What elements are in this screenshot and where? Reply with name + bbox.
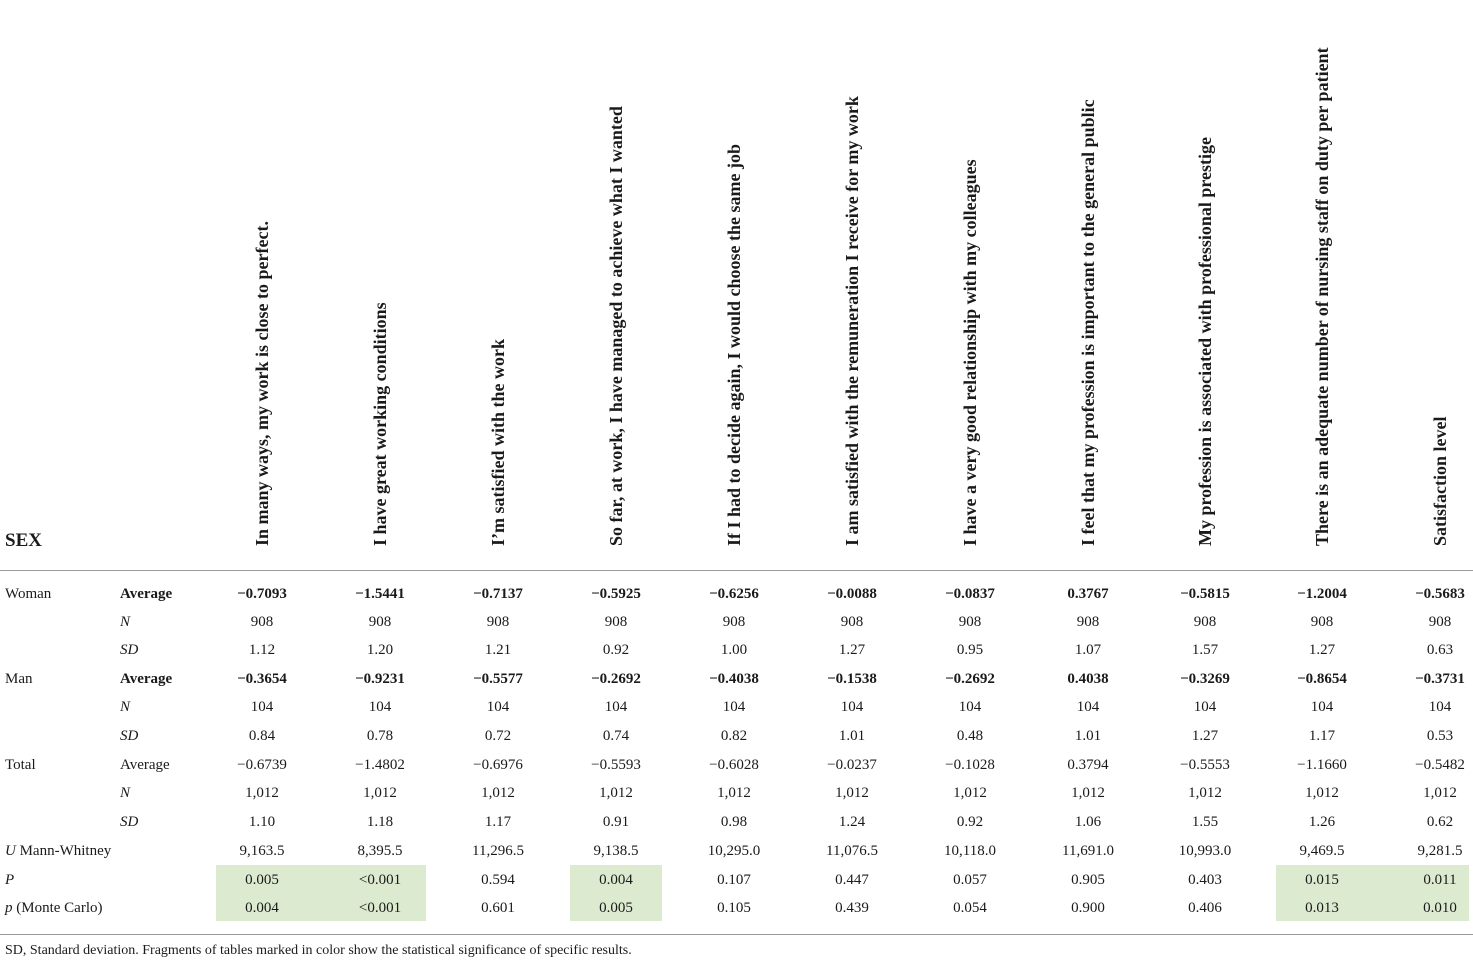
table-cell: 1.21 — [484, 642, 512, 658]
table-cell: −0.0088 — [827, 586, 877, 602]
column-header: In many ways, my work is close to perfect. — [252, 221, 272, 546]
table-cell: 1.57 — [1191, 642, 1219, 658]
table-cell: 0.53 — [1426, 728, 1454, 744]
table-cell: 1,012 — [1305, 785, 1339, 801]
column-header: My profession is associated with professional prestige — [1195, 136, 1215, 546]
row-label-text: Mann-Whitney — [15, 843, 112, 859]
table-cell: 1,012 — [835, 785, 869, 801]
table-cell: 0.98 — [720, 814, 748, 830]
table-cell: <0.001 — [358, 872, 402, 888]
table-cell: 0.004 — [245, 900, 279, 916]
table-cell: 908 — [1076, 614, 1100, 630]
table-cell: 1.10 — [248, 814, 276, 830]
table-cell: 104 — [250, 699, 274, 715]
table-cell: −0.6976 — [473, 757, 523, 773]
table-cell: 0.91 — [602, 814, 630, 830]
table-cell: 1.01 — [1074, 728, 1102, 744]
table-cell: 1,012 — [1188, 785, 1222, 801]
table-cell: 0.82 — [720, 728, 748, 744]
table-cell: 104 — [958, 699, 982, 715]
table-footnote: SD, Standard deviation. Fragments of tables marked in color show the statistical significance of specific results. — [5, 943, 632, 958]
table-cell: 1.17 — [1308, 728, 1336, 744]
row-label-prefix: P — [5, 872, 15, 888]
row-label-text: (Monte Carlo) — [12, 900, 103, 916]
table-cell: −0.2692 — [591, 671, 641, 687]
table-cell: 1.24 — [838, 814, 866, 830]
column-header: Satisfaction level — [1430, 416, 1450, 546]
stat-label: N — [120, 699, 131, 715]
table-cell: 0.63 — [1426, 642, 1454, 658]
row-label — [5, 871, 14, 889]
table-cell: 8,395.5 — [357, 843, 403, 859]
group-label: Woman — [5, 586, 52, 602]
table-cell: 0.015 — [1305, 872, 1339, 888]
table-cell: 0.010 — [1423, 900, 1457, 916]
table-cell: 0.3767 — [1067, 586, 1109, 602]
table-cell: 1.00 — [720, 642, 748, 658]
table-cell: −0.7137 — [473, 586, 523, 602]
table-cell: 1,012 — [363, 785, 397, 801]
table-cell: 0.004 — [599, 872, 633, 888]
table-cell: 10,295.0 — [707, 843, 761, 859]
table-cell: 0.48 — [956, 728, 984, 744]
corner-label: SEX — [5, 530, 42, 551]
table-cell: 0.4038 — [1067, 671, 1109, 687]
table-cell: 908 — [1310, 614, 1334, 630]
table-cell: 9,163.5 — [239, 843, 285, 859]
table-cell: −0.1538 — [827, 671, 877, 687]
stat-label: Average — [120, 586, 173, 602]
table-cell: 10,993.0 — [1178, 843, 1232, 859]
table-cell: 1,012 — [953, 785, 987, 801]
table-cell: 0.62 — [1426, 814, 1454, 830]
table-cell: 1,012 — [1071, 785, 1105, 801]
table-cell: 0.005 — [245, 872, 279, 888]
table-cell: −0.3269 — [1180, 671, 1230, 687]
table-cell: <0.001 — [358, 900, 402, 916]
table-cell: 908 — [958, 614, 982, 630]
column-header: I’m satisfied with the work — [488, 339, 508, 546]
table-cell: 1.18 — [366, 814, 394, 830]
table-cell: 104 — [840, 699, 864, 715]
table-cell: −0.5553 — [1180, 757, 1230, 773]
table-cell: 908 — [250, 614, 274, 630]
group-label: Man — [5, 671, 33, 687]
table-cell: 0.057 — [953, 872, 987, 888]
table-cell: 0.74 — [602, 728, 630, 744]
table-cell: 104 — [486, 699, 510, 715]
table-cell: 104 — [1076, 699, 1100, 715]
table-cell: 1,012 — [481, 785, 515, 801]
column-header: I am satisfied with the remuneration I receive for my work — [842, 96, 862, 546]
table-cell: −0.3731 — [1415, 671, 1465, 687]
table-cell: 104 — [1193, 699, 1217, 715]
table-cell: 0.011 — [1423, 872, 1457, 888]
table-cell: 104 — [1428, 699, 1452, 715]
table-cell: 0.900 — [1071, 900, 1105, 916]
column-header: I feel that my profession is important to the general public — [1078, 99, 1098, 546]
table-cell: 1.27 — [1308, 642, 1336, 658]
column-header: So far, at work, I have managed to achieve what I wanted — [606, 106, 626, 546]
table-cell: −0.7093 — [237, 586, 287, 602]
stat-label: Average — [120, 757, 170, 773]
table-cell: −0.5683 — [1415, 586, 1465, 602]
table-cell: 1.12 — [248, 642, 276, 658]
table-cell: 9,281.5 — [1417, 843, 1463, 859]
table-cell: 0.439 — [835, 900, 869, 916]
table-cell: −0.5577 — [473, 671, 523, 687]
table-cell: 0.054 — [953, 900, 987, 916]
table-cell: −0.5925 — [591, 586, 641, 602]
stat-label: N — [120, 785, 131, 801]
table-cell: 104 — [368, 699, 392, 715]
table-cell: −0.6256 — [709, 586, 759, 602]
table-cell: 908 — [722, 614, 746, 630]
table-cell: 0.92 — [602, 642, 630, 658]
table-cell: 0.406 — [1188, 900, 1222, 916]
table-cell: 1,012 — [599, 785, 633, 801]
table-cell: 0.447 — [835, 872, 869, 888]
table-cell: 9,469.5 — [1299, 843, 1345, 859]
table-cell: 0.92 — [956, 814, 984, 830]
table-cell: 1.07 — [1074, 642, 1102, 658]
table-cell: 908 — [368, 614, 392, 630]
table-cell: 0.601 — [481, 900, 515, 916]
table-cell: 1.27 — [838, 642, 866, 658]
table-cell: −1.1660 — [1297, 757, 1347, 773]
column-header: I have a very good relationship with my colleagues — [960, 159, 980, 546]
table-cell: 104 — [1310, 699, 1334, 715]
table-cell: 0.905 — [1071, 872, 1105, 888]
table-cell: 0.403 — [1188, 872, 1222, 888]
row-label-prefix: p — [5, 900, 13, 916]
table-cell: 0.005 — [599, 900, 633, 916]
stat-label: Average — [120, 671, 173, 687]
stat-label: SD — [120, 642, 139, 658]
table-cell: 1.26 — [1308, 814, 1336, 830]
table-cell: 1,012 — [245, 785, 279, 801]
table-cell: 1.06 — [1074, 814, 1102, 830]
table-cell: −0.2692 — [945, 671, 995, 687]
table-cell: 908 — [1193, 614, 1217, 630]
table-cell: −0.5482 — [1415, 757, 1465, 773]
table-cell: 9,138.5 — [593, 843, 639, 859]
table-cell: 0.78 — [366, 728, 394, 744]
column-header: There is an adequate number of nursing staff on duty per patient — [1312, 47, 1332, 546]
table-cell: 908 — [1428, 614, 1452, 630]
column-header: If I had to decide again, I would choose the same job — [724, 143, 744, 546]
table-cell: −0.5593 — [591, 757, 641, 773]
table-cell: 1,012 — [1423, 785, 1457, 801]
table-cell: 1.27 — [1191, 728, 1219, 744]
table-cell: −0.5815 — [1180, 586, 1230, 602]
table-cell: 104 — [722, 699, 746, 715]
column-header: I have great working conditions — [370, 302, 390, 546]
row-label — [5, 899, 102, 917]
table-cell: 1.17 — [484, 814, 512, 830]
table-cell: −0.3654 — [237, 671, 287, 687]
table-cell: −0.1028 — [945, 757, 995, 773]
table-cell: −0.9231 — [355, 671, 405, 687]
table-cell: 104 — [604, 699, 628, 715]
table-cell: 0.107 — [717, 872, 751, 888]
table-cell: −0.6739 — [237, 757, 287, 773]
stat-label: SD — [120, 728, 139, 744]
stat-label: SD — [120, 814, 139, 830]
table-cell: 1.20 — [366, 642, 394, 658]
table-cell: 11,691.0 — [1062, 843, 1114, 859]
table-cell: −0.0837 — [945, 586, 995, 602]
table-cell: −0.6028 — [709, 757, 759, 773]
bottom-rule — [0, 934, 1473, 935]
table-cell: 0.105 — [717, 900, 751, 916]
header-rule — [0, 570, 1473, 571]
table-cell: 0.013 — [1305, 900, 1339, 916]
table-cell: 10,118.0 — [944, 843, 996, 859]
table-cell: 1.55 — [1191, 814, 1219, 830]
table-cell: −1.2004 — [1297, 586, 1347, 602]
table-cell: −0.4038 — [709, 671, 759, 687]
table-cell: 0.594 — [481, 872, 515, 888]
table-cell: 908 — [840, 614, 864, 630]
row-label — [5, 842, 111, 860]
table-cell: 0.3794 — [1067, 757, 1109, 773]
table-cell: 0.95 — [956, 642, 984, 658]
table-cell: 908 — [604, 614, 628, 630]
table-cell: −0.0237 — [827, 757, 877, 773]
table-cell: −1.5441 — [355, 586, 405, 602]
table-cell: 11,296.5 — [472, 843, 524, 859]
table-cell: 0.72 — [484, 728, 512, 744]
table-cell: 908 — [486, 614, 510, 630]
table-cell: 11,076.5 — [826, 843, 878, 859]
row-label-prefix: U — [5, 843, 16, 859]
table-cell: −1.4802 — [355, 757, 405, 773]
table-cell: −0.8654 — [1297, 671, 1347, 687]
table-cell: 1.01 — [838, 728, 866, 744]
table-cell: 0.84 — [248, 728, 276, 744]
group-label: Total — [5, 757, 36, 773]
stat-label: N — [120, 614, 131, 630]
table-cell: 1,012 — [717, 785, 751, 801]
